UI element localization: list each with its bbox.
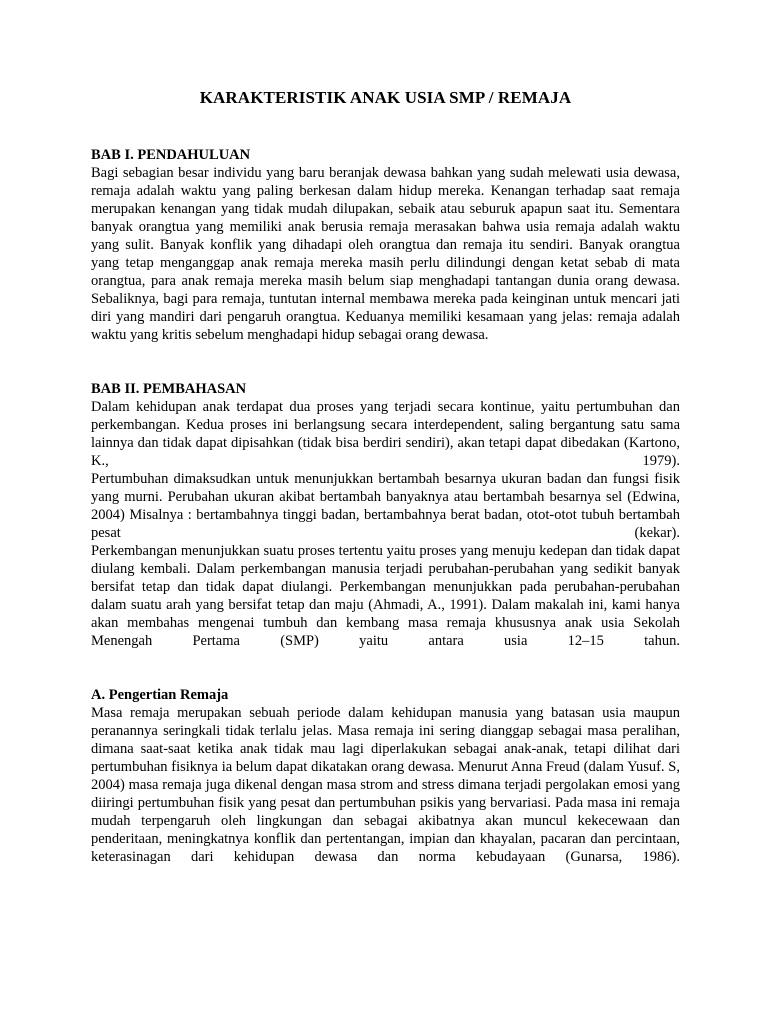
section-pembahasan (91, 380, 680, 650)
section-heading: BAB II. PEMBAHASAN (91, 381, 247, 397)
paragraph: Dalam kehidupan anak terdapat dua proses yang terjadi secara kontinue, yaitu pertumbuhan dan perkembangan. Kedua proses ini berlangsung secara interdependent, saling bergantung satu sama lainnya dan tidak dapat dipisahkan (tidak bisa berdiri sendiri), akan tetapi dapat dibedakan (Kartono, K., 1979). (91, 399, 680, 469)
paragraph: Pertumbuhan dimaksudkan untuk menunjukkan bertambah besarnya ukuran badan dan fungsi fisik yang murni. Perubahan ukuran akibat bertambah banyaknya atau bertambah besarnya sel (Edwina, 2004) Misalnya : bertambahnya tinggi badan, bertambahnya berat badan, otot-otot tubuh bertambah pesat (kekar). (91, 471, 680, 541)
paragraph: Bagi sebagian besar individu yang baru beranjak dewasa bahkan yang sudah melewati usia dewasa, remaja adalah waktu yang paling berkesan dalam hidup mereka. Kenangan terhadap saat remaja merupakan kenangan yang tidak mudah dilupakan, sebaik atau seburuk apapun saat itu. Sementara banyak orangtua yang memiliki anak berusia remaja merasakan bahwa usia remaja adalah waktu yang sulit. Banyak konflik yang dihadapi oleh orangtua dan remaja itu sendiri. Banyak orangtua yang tetap menganggap anak remaja mereka masih perlu dilindungi dengan ketat sebab di mata orangtua, para anak remaja mereka masih belum siap menghadapi tantangan dunia orang dewasa. Sebaliknya, bagi para remaja, tuntutan internal membawa mereka pada keinginan untuk mencari jati diri yang mandiri dari pengaruh orangtua. Keduanya memiliki kesamaan yang jelas: remaja adalah waktu yang kritis sebelum menghadapi hidup sebagai orang dewasa. (91, 165, 680, 343)
paragraph: Masa remaja merupakan sebuah periode dalam kehidupan manusia yang batasan usia maupun peranannya seringkali tidak terlalu jelas. Masa remaja ini sering dianggap sebagai masa peralihan, dimana saat-saat ketika anak tidak mau lagi diperlakukan sebagai anak-anak, tetapi dilihat dari pertumbuhan fisiknya ia belum dapat dikatakan orang dewasa. Menurut Anna Freud (dalam Yusuf. S, 2004) masa remaja juga dikenal dengan masa strom and stress dimana terjadi pergolakan emosi yang diiringi pertumbuhan fisik yang pesat dan pertumbuhan psikis yang bervariasi. Pada masa ini remaja mudah terpengaruh oleh lingkungan dan sebagai akibatnya akan muncul kekecewaan dan penderitaan, meningkatnya konflik dan pertentangan, impian dan khayalan, pacaran dan percintaan, keterasinagan dari kehidupan dewasa dan norma kebudayaan (Gunarsa, 1986). (91, 705, 680, 865)
document-title: KARAKTERISTIK ANAK USIA SMP / REMAJA (199, 88, 572, 107)
paragraph: Perkembangan menunjukkan suatu proses tertentu yaitu proses yang menuju kedepan dan tidak dapat diulang kembali. Dalam perkembangan manusia terjadi perubahan-perubahan yang sedikit banyak bersifat tetap dan tidak dapat diulangi. Perkembangan menunjukkan pada perubahan-perubahan dalam suatu arah yang bersifat tetap dan maju (Ahmadi, A., 1991). Dalam makalah ini, kami hanya akan membahas mengenai tumbuh dan kembang masa remaja khususnya anak usia Sekolah Menengah Pertama (SMP) yaitu antara usia 12–15 tahun. (91, 543, 680, 649)
section-pengertian-remaja (91, 686, 680, 866)
section-heading: BAB I. PENDAHULUAN (91, 147, 251, 163)
section-pendahuluan (91, 146, 680, 344)
section-heading: A. Pengertian Remaja (91, 687, 229, 703)
